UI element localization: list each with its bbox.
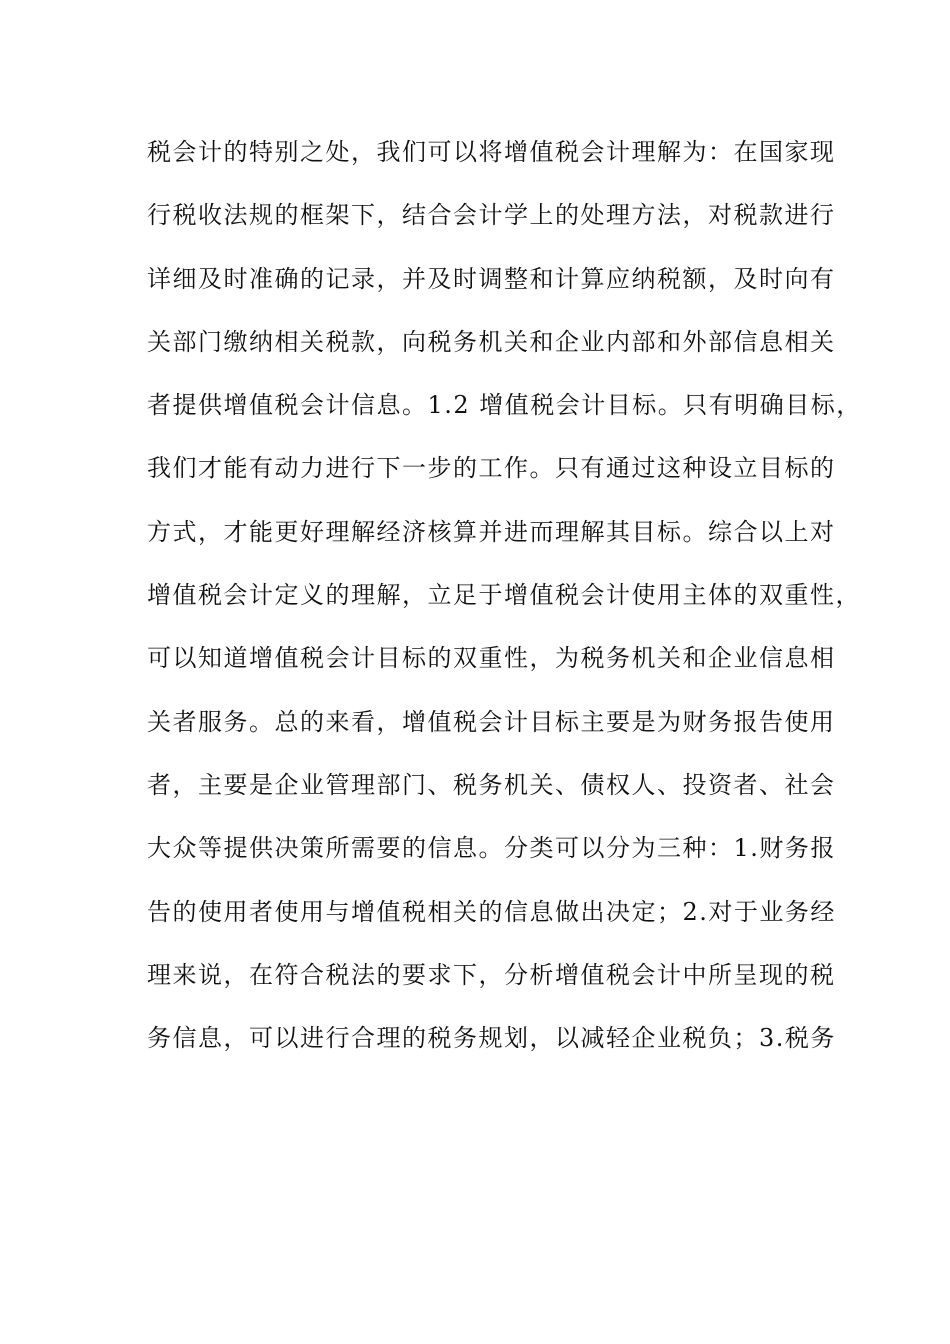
text-line: 务信息，可以进行合理的税务规划，以减轻企业税负；3.税务 bbox=[147, 1024, 836, 1053]
text-line: 税会计的特别之处，我们可以将增值税会计理解为：在国家现 bbox=[147, 138, 836, 166]
text-line: 者，主要是企业管理部门、税务机关、债权人、投资者、社会 bbox=[147, 770, 836, 799]
text-line: 关部门缴纳相关税款，向税务机关和企业内部和外部信息相关 bbox=[147, 327, 836, 356]
text-line: 我们才能有动力进行下一步的工作。只有通过这种设立目标的 bbox=[147, 454, 836, 483]
text-line: 大众等提供决策所需要的信息。分类可以分为三种：1.财务报 bbox=[147, 834, 836, 863]
body-text bbox=[147, 128, 862, 1077]
text-line: 详细及时准确的记录，并及时调整和计算应纳税额，及时向有 bbox=[147, 264, 836, 293]
text-line: 理来说，在符合税法的要求下，分析增值税会计中所呈现的税 bbox=[147, 960, 836, 989]
text-line: 可以知道增值税会计目标的双重性，为税务机关和企业信息相 bbox=[147, 644, 836, 673]
text-line: 行税收法规的框架下，结合会计学上的处理方法，对税款进行 bbox=[147, 201, 836, 230]
text-line: 方式，才能更好理解经济核算并进而理解其目标。综合以上对 bbox=[147, 517, 836, 546]
text-line: 关者服务。总的来看，增值税会计目标主要是为财务报告使用 bbox=[147, 707, 836, 736]
text-line: 告的使用者使用与增值税相关的信息做出决定；2.对于业务经 bbox=[147, 897, 836, 926]
text-line: 者提供增值税会计信息。1.2 增值税会计目标。只有明确目标， bbox=[147, 391, 862, 420]
text-line: 增值税会计定义的理解，立足于增值税会计使用主体的双重性， bbox=[147, 581, 861, 610]
